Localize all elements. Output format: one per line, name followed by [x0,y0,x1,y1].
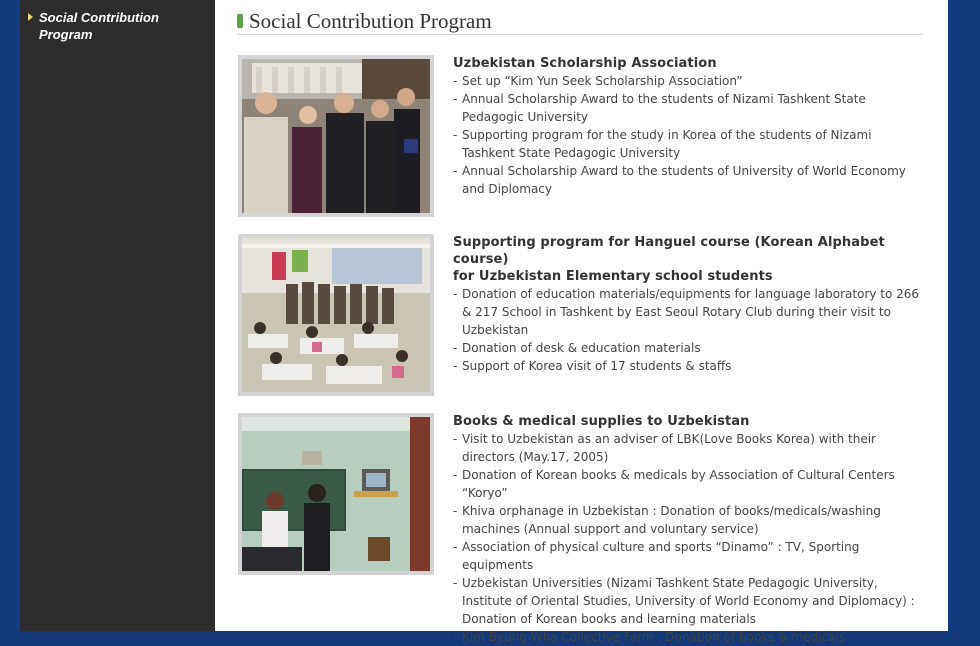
classroom-photo-image [242,238,430,392]
list-item: - Donation of education materials/equipments for language laboratory to 266 & 217 School in Tashkent by East Seoul Rotary Club during their visit to Uzbekistan [453,285,928,339]
sidebar-item-label: Social Contribution Program [39,10,159,42]
item-list [453,72,928,198]
list-item: - Kim Byung-Wha Collective Farm : Donation of books & medicals [453,628,928,646]
classroom-photo [238,234,434,396]
list-item: - Donation of desk & education materials [453,339,928,357]
list-item: - Uzbekistan Universities (Nizami Tashkent State Pedagogic University, Institute of Oriental Studies, University of World Economy and Diplomacy) : Donation of Korean books and learning materials [453,574,928,628]
group-photo-image [242,59,430,213]
section-heading-line2: for Uzbekistan Elementary school students [453,269,773,284]
page-title: Social Contribution Program [249,9,492,33]
title-marker-icon [237,14,243,28]
section-heading: Supporting program for Hanguel course (Korean Alphabet course) [453,235,885,267]
list-item: - Support of Korea visit of 17 students & staffs [453,357,928,375]
section-text [453,55,928,198]
right-border [948,0,980,631]
list-item: - Khiva orphanage in Uzbekistan : Donation of books/medicals/washing machines (Annual support and voluntary service) [453,502,928,538]
section-text [453,234,928,375]
arrow-bullet-icon [28,13,33,21]
list-item: - Annual Scholarship Award to the students of Nizami Tashkent State Pedagogic University [453,90,928,126]
scholarship-group-photo [238,55,434,217]
item-list [453,430,928,646]
list-item: - Visit to Uzbekistan as an adviser of LBK(Love Books Korea) with their directors (May.17, 2005) [453,430,928,466]
list-item: - Association of physical culture and sports “Dinamo” : TV, Sporting equipments [453,538,928,574]
section-heading: Books & medical supplies to Uzbekistan [453,414,750,429]
left-border [0,0,20,631]
list-item: - Supporting program for the study in Korea of the students of Nizami Tashkent State Pedagogic University [453,126,928,162]
page-title-bar [237,9,923,35]
list-item: - Annual Scholarship Award to the students of University of World Economy and Diplomacy [453,162,928,198]
main-content [215,0,948,644]
section-heading: Uzbekistan Scholarship Association [453,56,717,71]
list-item: - Donation of Korean books & medicals by Association of Cultural Centers “Koryo” [453,466,928,502]
item-list [453,285,928,375]
lecture-photo [238,413,434,575]
sidebar-item-social-contribution[interactable] [28,9,198,43]
list-item: - Set up “Kim Yun Seek Scholarship Association” [453,72,928,90]
lecture-photo-image [242,417,430,571]
section-text [453,413,928,646]
sidebar [20,0,215,631]
